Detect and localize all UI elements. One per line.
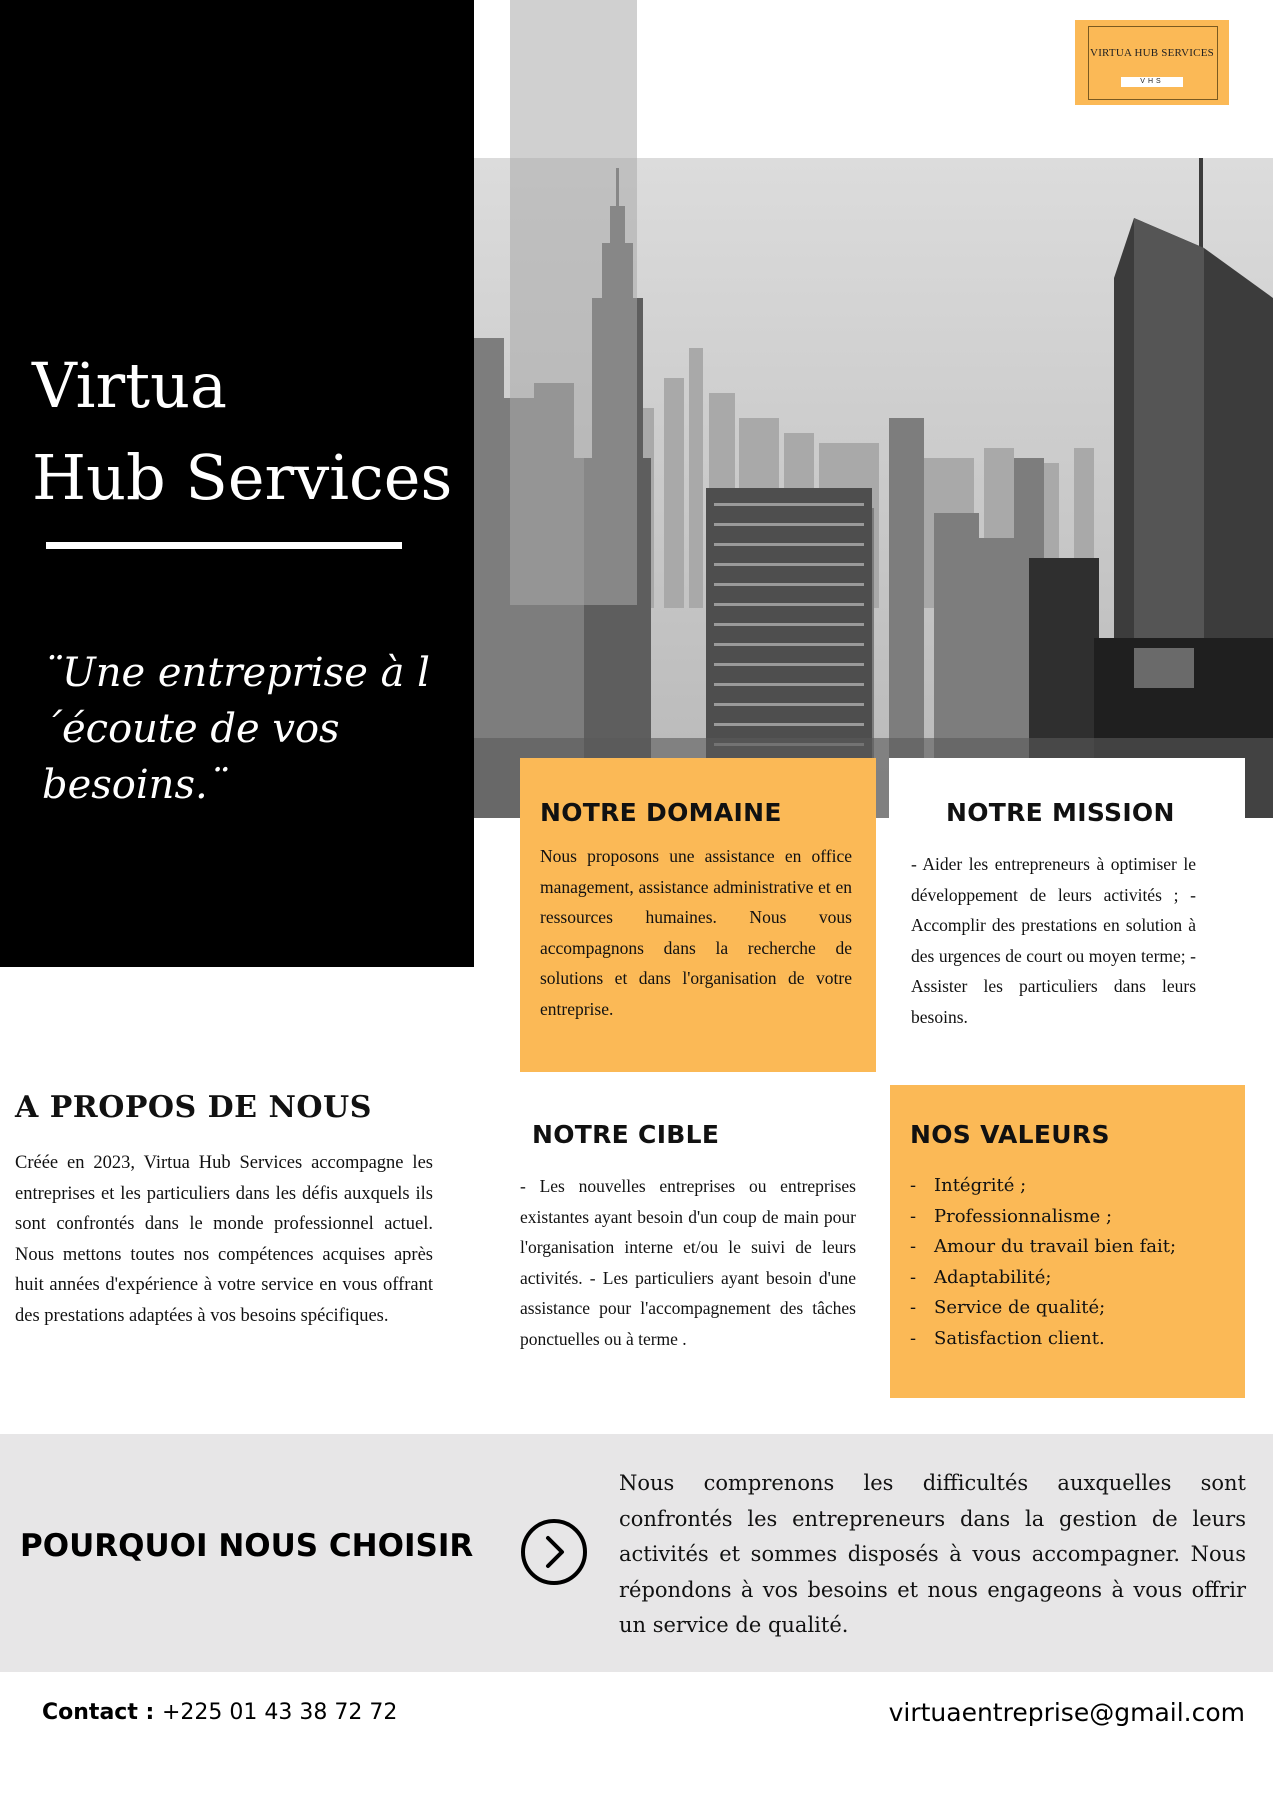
card-title: NOS VALEURS xyxy=(910,1120,1110,1149)
values-list xyxy=(910,1171,1225,1354)
card-notre-cible xyxy=(520,1085,876,1405)
why-title: POURQUOI NOUS CHOISIR xyxy=(20,1528,474,1564)
company-title-line1: Virtua xyxy=(32,349,227,422)
about-text: Créée en 2023, Virtua Hub Services accompagne les entreprises et les particuliers dans les défis auxquels ils sont confrontés dans le monde professionnel actuel. Nous mettons toutes nos compétences acquises après huit années d'expérience à votre service en vous offrant des prestations adaptées à vos besoins spécifiques. xyxy=(15,1153,433,1326)
logo-abbreviation: VHS xyxy=(1121,77,1183,87)
list-item-text: Amour du travail bien fait; xyxy=(934,1236,1177,1257)
email-address[interactable]: virtuaentreprise@gmail.com xyxy=(888,1698,1245,1727)
about-title: A PROPOS DE NOUS xyxy=(15,1090,372,1125)
card-notre-domaine xyxy=(520,758,876,1072)
tagline: ¨Une entreprise à l´écoute de vos besoins.¨ xyxy=(42,650,430,808)
phone-number[interactable]: +225 01 43 38 72 72 xyxy=(161,1700,398,1725)
contact-label: Contact : xyxy=(42,1700,162,1725)
list-item-text: Professionnalisme ; xyxy=(934,1205,1113,1227)
card-text: - Aider les entrepreneurs à optimiser le développement de leurs activités ; - Accomplir des prestations en solution à des urgences de court ou moyen terme; - Assister les particuliers dans leurs besoins. xyxy=(911,854,1196,1027)
logo-frame xyxy=(1088,26,1218,100)
list-item-text: Service de qualité; xyxy=(934,1297,1106,1318)
company-title-line2: Hub Services xyxy=(32,441,453,514)
list-dash: - xyxy=(910,1327,917,1349)
card-title: NOTRE CIBLE xyxy=(532,1120,720,1149)
card-title: NOTRE MISSION xyxy=(946,798,1175,827)
list-item-text: Intégrité ; xyxy=(934,1175,1027,1196)
card-notre-mission xyxy=(889,758,1245,1088)
list-item xyxy=(910,1324,1225,1355)
card-text: - Les nouvelles entreprises ou entreprises existantes ayant besoin d'un coup de main pour l'organisation interne et/ou le suivi de leurs activités. - Les particuliers ayant besoin d'une assistance pour l'accompagnement des tâches ponctuelles ou à terme . xyxy=(520,1176,856,1349)
list-item-text: Adaptabilité; xyxy=(934,1266,1052,1288)
why-text: Nous comprenons les difficultés auxquelles sont confrontés les entrepreneurs dans la gestion de leurs activités et sommes disposés à vous accompagner. Nous répondons à vos besoins et nous engageons à vous offrir un service de qualité. xyxy=(619,1471,1246,1637)
list-item xyxy=(910,1171,1225,1202)
list-item-text: Satisfaction client. xyxy=(934,1327,1105,1349)
gray-accent-band xyxy=(510,0,637,605)
title-underline xyxy=(46,542,402,549)
contact-line xyxy=(42,1700,397,1725)
list-dash: - xyxy=(910,1175,917,1196)
list-dash: - xyxy=(910,1236,917,1257)
list-item xyxy=(910,1293,1225,1324)
card-nos-valeurs xyxy=(890,1085,1245,1398)
company-title xyxy=(32,340,462,524)
company-logo xyxy=(1075,20,1229,105)
list-dash: - xyxy=(910,1297,917,1318)
card-text: Nous proposons une assistance en office management, assistance administrative et en ressources humaines. Nous vous accompagnons dans la recherche de solutions et dans l'organisation de votre entreprise. xyxy=(540,846,852,1019)
card-title: NOTRE DOMAINE xyxy=(540,798,782,827)
list-item xyxy=(910,1263,1225,1294)
list-item xyxy=(910,1232,1225,1263)
chevron-right-icon xyxy=(520,1518,588,1586)
list-dash: - xyxy=(910,1205,917,1227)
arrow-button[interactable] xyxy=(520,1518,588,1586)
list-item xyxy=(910,1202,1225,1233)
list-dash: - xyxy=(910,1266,917,1288)
logo-name: VIRTUA HUB SERVICES xyxy=(1090,47,1214,59)
